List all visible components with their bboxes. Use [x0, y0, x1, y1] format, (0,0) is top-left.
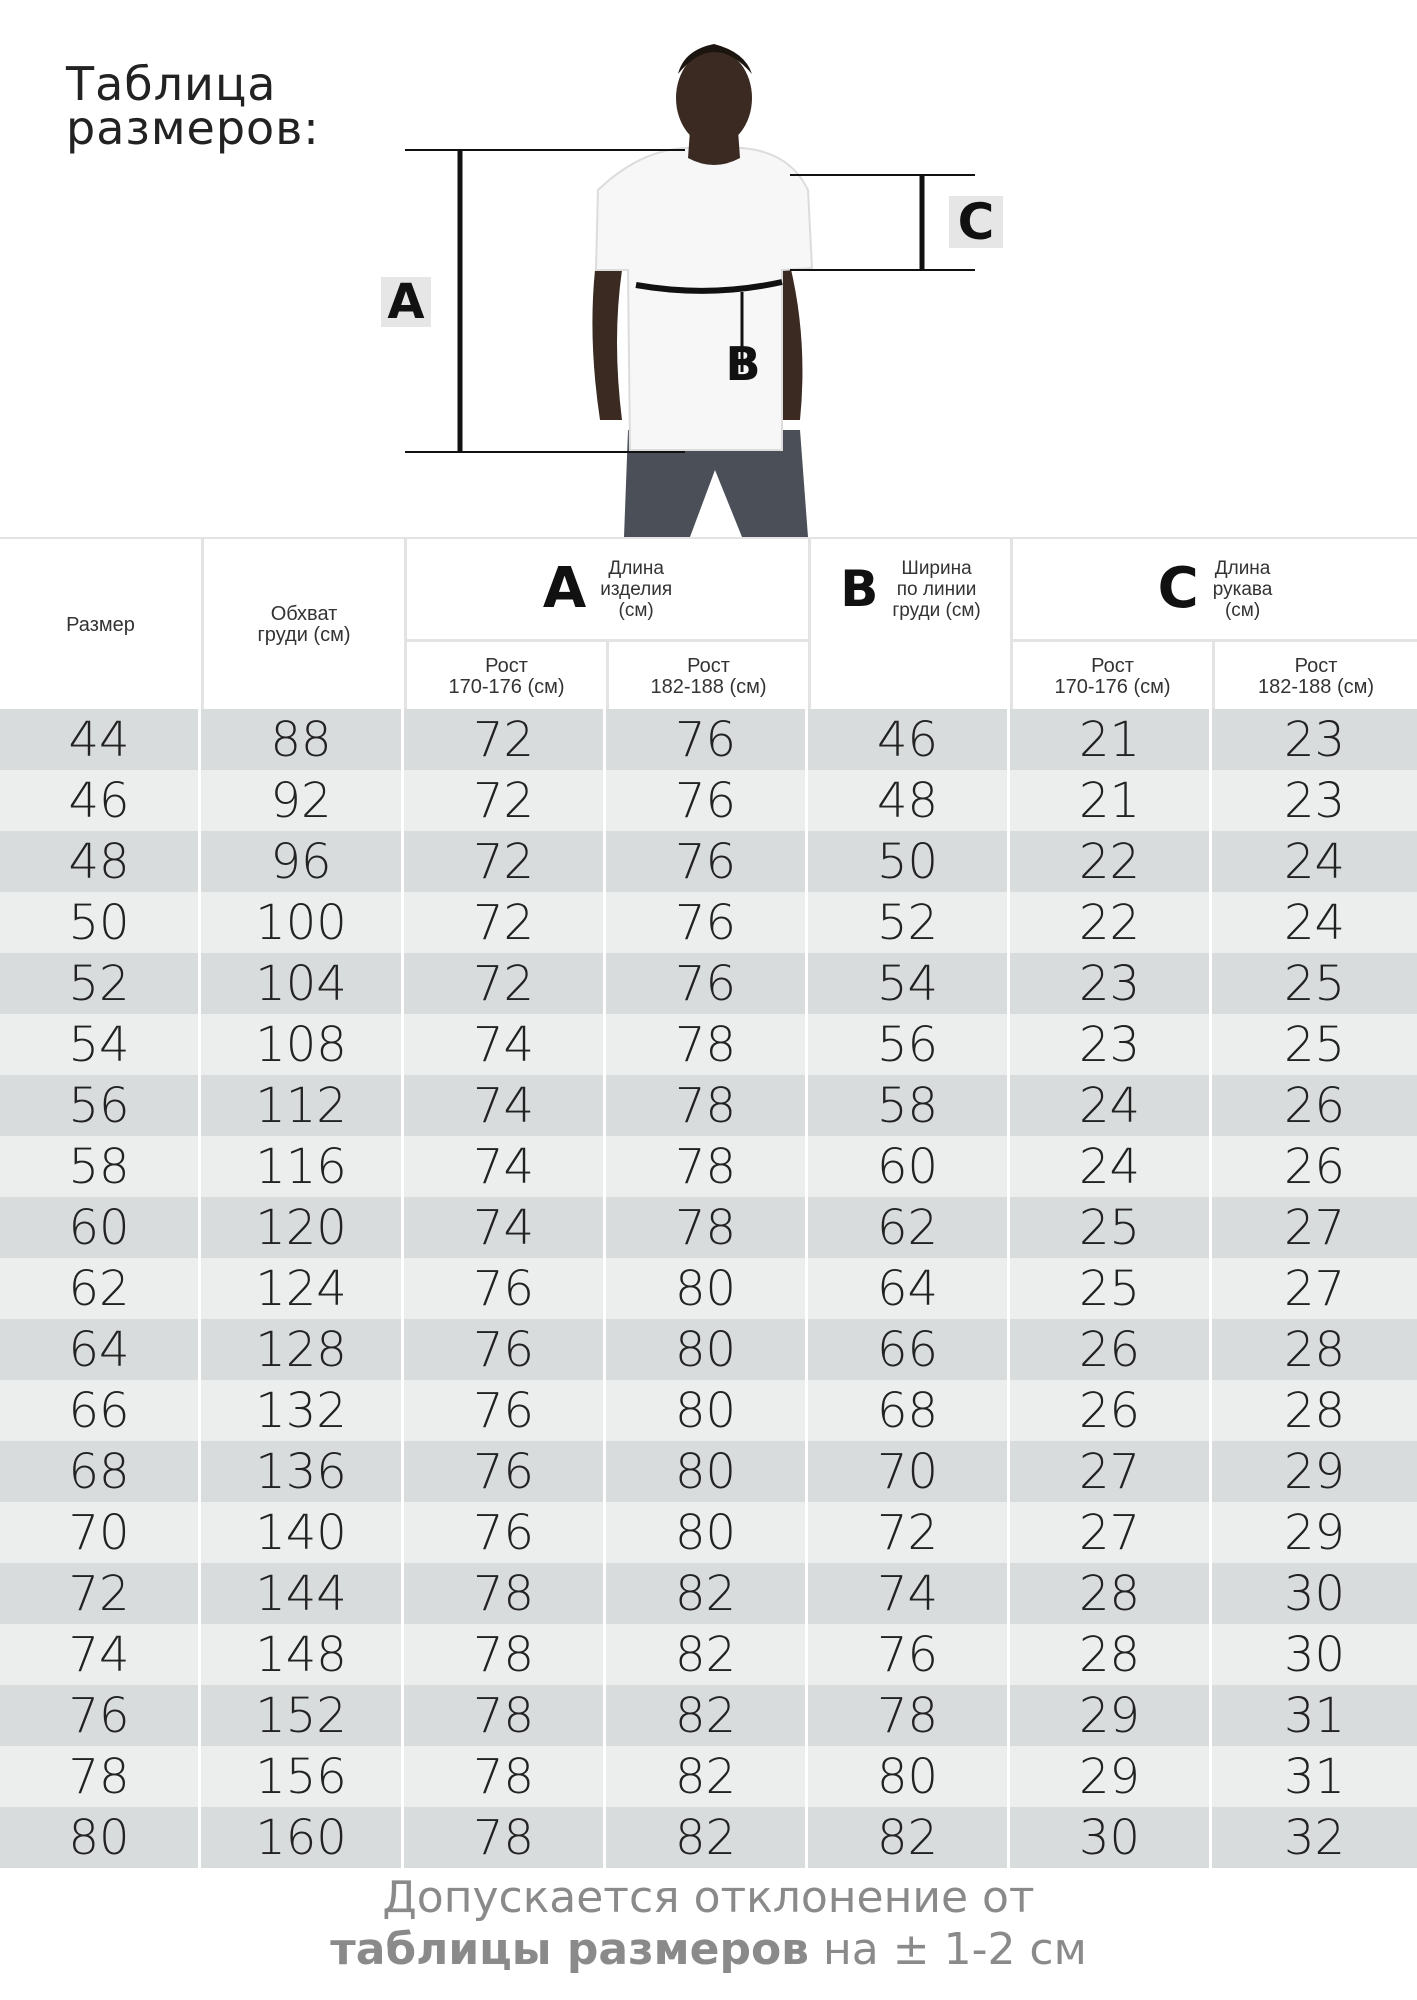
cell-chest-width: 62	[808, 1197, 1010, 1258]
cell-length-182: 76	[606, 709, 808, 770]
header-chest-line-2: груди (см)	[257, 624, 351, 646]
cell-chest: 92	[201, 770, 404, 831]
cell-sleeve-170: 29	[1010, 1746, 1212, 1807]
cell-chest: 96	[201, 831, 404, 892]
label-c: C	[949, 196, 1003, 248]
cell-length-182: 78	[606, 1075, 808, 1136]
cell-length-170: 74	[404, 1136, 606, 1197]
cell-length-182: 76	[606, 770, 808, 831]
cell-sleeve-182: 30	[1283, 1626, 1346, 1683]
cell-sleeve-182: 25	[1283, 955, 1346, 1012]
cell-chest: 152	[201, 1685, 404, 1746]
cell-sleeve-170: 24	[1010, 1136, 1212, 1197]
cell-sleeve-182: 24	[1283, 894, 1346, 951]
header-c-height-1-line-2: 170-176 (см)	[1054, 675, 1171, 698]
cell-length-170: 76	[404, 1258, 606, 1319]
cell-chest-width: 66	[808, 1319, 1010, 1380]
cell-chest: 120	[201, 1197, 404, 1258]
table-row	[0, 1441, 1417, 1502]
cell-length-182: 76	[606, 953, 808, 1014]
table-row	[0, 1685, 1417, 1746]
cell-length-170: 72	[404, 831, 606, 892]
cell-sleeve-170: 28	[1010, 1624, 1212, 1685]
cell-chest-width: 60	[808, 1136, 1010, 1197]
cell-size: 50	[0, 892, 201, 953]
table-row	[0, 1075, 1417, 1136]
cell-chest-width: 68	[808, 1380, 1010, 1441]
table-body	[0, 709, 1417, 1868]
cell-size: 60	[0, 1197, 201, 1258]
cell-chest-width: 50	[808, 831, 1010, 892]
header-c-desc-3: (см)	[1224, 599, 1261, 621]
cell-length-182: 78	[606, 1197, 808, 1258]
table-row	[0, 892, 1417, 953]
cell-length-170: 72	[404, 709, 606, 770]
header-a-height-1-line-1: Рост	[485, 654, 528, 677]
note-line-2	[0, 1924, 1417, 1976]
cell-sleeve-182: 23	[1283, 711, 1346, 768]
cell-size: 64	[0, 1319, 201, 1380]
table-row	[0, 1319, 1417, 1380]
table-row	[0, 1563, 1417, 1624]
measurement-figure	[0, 0, 1417, 537]
cell-length-182: 82	[606, 1624, 808, 1685]
table-row	[0, 1624, 1417, 1685]
cell-size: 66	[0, 1380, 201, 1441]
cell-chest: 124	[201, 1258, 404, 1319]
cell-length-182: 82	[606, 1563, 808, 1624]
table-row	[0, 709, 1417, 770]
cell-chest-width: 78	[808, 1685, 1010, 1746]
header-b-desc-2: по линии	[896, 578, 977, 600]
header-a-height-2	[609, 642, 808, 711]
cell-sleeve-170: 30	[1010, 1807, 1212, 1868]
cell-chest: 148	[201, 1624, 404, 1685]
header-a-desc-1: Длина	[608, 557, 664, 579]
table-row	[0, 1197, 1417, 1258]
cell-chest-width: 54	[808, 953, 1010, 1014]
cell-length-170: 78	[404, 1563, 606, 1624]
cell-sleeve-170: 29	[1010, 1685, 1212, 1746]
cell-sleeve-182: 29	[1283, 1504, 1346, 1561]
cell-length-182: 82	[606, 1746, 808, 1807]
cell-chest: 160	[201, 1807, 404, 1868]
cell-size: 48	[0, 831, 201, 892]
cell-chest-width: 82	[808, 1807, 1010, 1868]
table-header	[0, 537, 1417, 709]
label-a: A	[381, 277, 431, 327]
cell-sleeve-182: 23	[1283, 772, 1346, 829]
cell-size: 70	[0, 1502, 201, 1563]
cell-size: 52	[0, 953, 201, 1014]
cell-size: 72	[0, 1563, 201, 1624]
table-row	[0, 831, 1417, 892]
cell-chest-width: 74	[808, 1563, 1010, 1624]
cell-length-170: 72	[404, 892, 606, 953]
header-group-a	[407, 539, 808, 639]
table-row	[0, 1502, 1417, 1563]
cell-sleeve-170: 23	[1010, 953, 1212, 1014]
header-a-height-1-line-2: 170-176 (см)	[448, 675, 565, 698]
cell-size: 62	[0, 1258, 201, 1319]
cell-size: 78	[0, 1746, 201, 1807]
header-c-desc-1: Длина	[1214, 557, 1271, 579]
header-c-height-1	[1013, 642, 1212, 711]
cell-chest-width: 56	[808, 1014, 1010, 1075]
size-table	[0, 537, 1417, 1868]
cell-sleeve-182: 30	[1283, 1565, 1346, 1622]
cell-size: 56	[0, 1075, 201, 1136]
cell-sleeve-182: 25	[1283, 1016, 1346, 1073]
cell-length-170: 76	[404, 1380, 606, 1441]
header-size-label: Размер	[66, 613, 135, 636]
header-chest	[204, 539, 404, 711]
header-c-height-2-line-2: 182-188 (см)	[1257, 675, 1375, 698]
cell-chest: 116	[201, 1136, 404, 1197]
cell-chest: 100	[201, 892, 404, 953]
cell-chest: 104	[201, 953, 404, 1014]
cell-size: 74	[0, 1624, 201, 1685]
cell-length-170: 78	[404, 1746, 606, 1807]
cell-length-170: 78	[404, 1624, 606, 1685]
header-a-letter: A	[542, 556, 587, 621]
cell-sleeve-182: 29	[1283, 1443, 1346, 1500]
cell-sleeve-182: 31	[1283, 1687, 1346, 1744]
cell-sleeve-182: 28	[1283, 1321, 1346, 1378]
cell-length-170: 74	[404, 1014, 606, 1075]
cell-chest-width: 46	[808, 709, 1010, 770]
cell-sleeve-170: 27	[1010, 1441, 1212, 1502]
cell-chest: 128	[201, 1319, 404, 1380]
cell-chest: 108	[201, 1014, 404, 1075]
cell-sleeve-182: 27	[1283, 1260, 1346, 1317]
cell-length-170: 74	[404, 1197, 606, 1258]
header-group-c	[1013, 539, 1417, 639]
cell-size: 46	[0, 770, 201, 831]
cell-sleeve-170: 21	[1010, 770, 1212, 831]
cell-sleeve-170: 25	[1010, 1197, 1212, 1258]
cell-length-170: 72	[404, 953, 606, 1014]
cell-length-182: 78	[606, 1136, 808, 1197]
cell-chest: 140	[201, 1502, 404, 1563]
header-a-desc-3: (см)	[618, 599, 654, 621]
cell-length-182: 82	[606, 1685, 808, 1746]
cell-sleeve-182: 32	[1283, 1809, 1346, 1866]
cell-size: 54	[0, 1014, 201, 1075]
header-b-desc-3: груди (см)	[892, 599, 981, 621]
header-size	[0, 539, 201, 711]
cell-length-170: 76	[404, 1319, 606, 1380]
cell-chest-width: 76	[808, 1624, 1010, 1685]
cell-sleeve-170: 22	[1010, 831, 1212, 892]
cell-length-170: 72	[404, 770, 606, 831]
tolerance-note	[0, 1872, 1417, 1976]
header-c-height-1-line-1: Рост	[1091, 654, 1134, 677]
cell-chest: 156	[201, 1746, 404, 1807]
table-row	[0, 1746, 1417, 1807]
cell-chest-width: 58	[808, 1075, 1010, 1136]
header-b-desc-1: Ширина	[901, 557, 972, 579]
cell-length-182: 80	[606, 1380, 808, 1441]
cell-sleeve-170: 25	[1010, 1258, 1212, 1319]
cell-sleeve-170: 23	[1010, 1014, 1212, 1075]
cell-chest: 88	[201, 709, 404, 770]
cell-sleeve-182: 24	[1283, 833, 1346, 890]
cell-length-182: 80	[606, 1502, 808, 1563]
cell-chest: 136	[201, 1441, 404, 1502]
header-a-height-2-line-2: 182-188 (см)	[650, 675, 767, 698]
header-a-height-2-line-1: Рост	[687, 654, 730, 677]
table-row	[0, 1807, 1417, 1868]
header-c-height-2	[1215, 642, 1417, 711]
cell-length-182: 76	[606, 892, 808, 953]
table-row	[0, 1380, 1417, 1441]
header-group-b	[811, 539, 1010, 639]
cell-length-182: 80	[606, 1319, 808, 1380]
cell-sleeve-182: 26	[1283, 1077, 1346, 1134]
header-c-desc-2: рукава	[1212, 578, 1273, 600]
cell-chest: 132	[201, 1380, 404, 1441]
cell-length-170: 78	[404, 1807, 606, 1868]
cell-sleeve-170: 27	[1010, 1502, 1212, 1563]
cell-length-182: 80	[606, 1441, 808, 1502]
header-b-letter: B	[840, 560, 879, 618]
cell-length-182: 82	[606, 1807, 808, 1868]
table-row	[0, 953, 1417, 1014]
note-rest: на ± 1-2 см	[809, 1924, 1087, 1975]
cell-chest-width: 72	[808, 1502, 1010, 1563]
cell-length-182: 76	[606, 831, 808, 892]
cell-chest-width: 80	[808, 1746, 1010, 1807]
cell-length-170: 76	[404, 1502, 606, 1563]
cell-sleeve-170: 28	[1010, 1563, 1212, 1624]
cell-size: 68	[0, 1441, 201, 1502]
table-row	[0, 1136, 1417, 1197]
cell-sleeve-170: 24	[1010, 1075, 1212, 1136]
cell-sleeve-182: 28	[1283, 1382, 1346, 1439]
cell-chest-width: 48	[808, 770, 1010, 831]
cell-sleeve-170: 21	[1010, 709, 1212, 770]
title-line-1: Таблица	[66, 57, 277, 111]
cell-length-170: 74	[404, 1075, 606, 1136]
cell-length-182: 80	[606, 1258, 808, 1319]
cell-length-182: 78	[606, 1014, 808, 1075]
note-line-1: Допускается отклонение от	[382, 1872, 1035, 1923]
cell-sleeve-182: 27	[1283, 1199, 1346, 1256]
header-c-height-2-line-1: Рост	[1294, 654, 1338, 677]
cell-sleeve-170: 26	[1010, 1380, 1212, 1441]
title-line-2: размеров:	[66, 101, 320, 155]
label-b: B	[725, 337, 761, 391]
table-row	[0, 1258, 1417, 1319]
cell-sleeve-182: 31	[1283, 1748, 1346, 1805]
note-bold: таблицы размеров	[330, 1924, 810, 1975]
cell-chest-width: 52	[808, 892, 1010, 953]
header-c-letter: C	[1157, 556, 1199, 621]
header-a-desc-2: изделия	[600, 578, 673, 600]
cell-length-170: 76	[404, 1441, 606, 1502]
cell-size: 44	[0, 709, 201, 770]
table-row	[0, 770, 1417, 831]
cell-chest: 112	[201, 1075, 404, 1136]
cell-chest-width: 64	[808, 1258, 1010, 1319]
cell-length-170: 78	[404, 1685, 606, 1746]
table-row	[0, 1014, 1417, 1075]
cell-sleeve-182: 26	[1283, 1138, 1346, 1195]
cell-sleeve-170: 22	[1010, 892, 1212, 953]
cell-size: 58	[0, 1136, 201, 1197]
cell-sleeve-170: 26	[1010, 1319, 1212, 1380]
cell-chest: 144	[201, 1563, 404, 1624]
model-illustration	[0, 0, 1417, 537]
header-chest-line-1: Обхват	[270, 603, 338, 625]
cell-chest-width: 70	[808, 1441, 1010, 1502]
cell-size: 76	[0, 1685, 201, 1746]
header-a-height-1	[407, 642, 606, 711]
cell-size: 80	[0, 1807, 201, 1868]
